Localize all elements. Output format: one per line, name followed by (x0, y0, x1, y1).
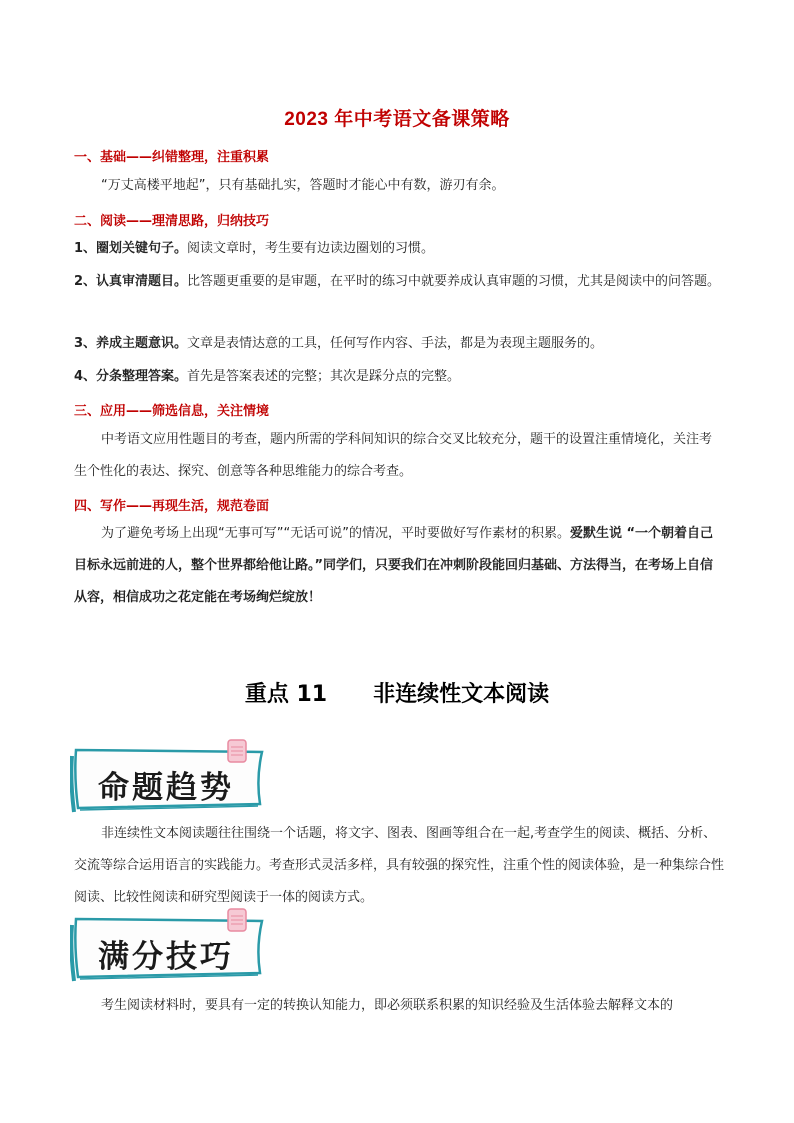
section-2-item-3 (74, 328, 724, 360)
section-2-item-4 (74, 361, 724, 393)
banner-2-text: 考生阅读材料时，要具有一定的转换认知能力，即必须联系积累的知识经验及生活体验去解释文本的 (101, 998, 674, 1013)
item-3-lead: 3、养成主题意识。 (74, 336, 188, 351)
focus-topic: 非连续性文本阅读 (373, 682, 550, 707)
paperclip-icon (228, 740, 246, 762)
item-2-text: 比答题更重要的是审题，在平时的练习中就要养成认真审题的习惯，尤其是阅读中的问答题。 (187, 274, 721, 289)
section-4-text-bold: 爱默生说 “一个朝着自己目标永远前进的人，整个世界都给他让路。”同学们，只要我们在冲刺阶段能回归基础、方法得当，在考场上自信从容，相信成功之花定能在考场绚烂绽放！ (74, 526, 714, 605)
banner-manfen-jiqiao (70, 907, 270, 985)
section-2-heading: 二、阅读——理清思路，归纳技巧 (74, 214, 270, 229)
item-3-text: 文章是表情达意的工具，任何写作内容、手法，都是为表现主题服务的。 (187, 336, 604, 351)
focus-title (0, 677, 794, 708)
section-4-text-normal: 为了避免考场上出现“无事可写”“无话可说”的情况，平时要做好写作素材的积累。 (101, 526, 570, 541)
paperclip-icon (228, 909, 246, 931)
item-1-lead: 1、圈划关键句子。 (74, 241, 188, 256)
banner-mingti-qushi (70, 738, 270, 816)
section-2-item-1 (74, 233, 724, 265)
banner-1-label: 命题趋势 (98, 770, 234, 806)
banner-1-text: 非连续性文本阅读题往往围绕一个话题，将文字、图表、图画等组合在一起,考查学生的阅读、概括、分析、交流等综合运用语言的实践能力。考查形式灵活多样，具有较强的探究性，注重个性的阅读体验，是一种集综合性阅读、比较性阅读和研究型阅读于一体的阅读方式。 (74, 826, 725, 905)
section-4-text (74, 518, 724, 614)
section-4-heading: 四、写作——再现生活，规范卷面 (74, 499, 270, 514)
focus-number: 重点 11 (244, 682, 328, 707)
item-4-text: 首先是答案表述的完整；其次是踩分点的完整。 (187, 369, 461, 384)
section-1-heading: 一、基础——纠错整理，注重积累 (74, 150, 270, 165)
section-1-text: “万丈高楼平地起”，只有基础扎实，答题时才能心中有数，游刃有余。 (101, 178, 505, 193)
item-4-lead: 4、分条整理答案。 (74, 369, 188, 384)
banner-2-label: 满分技巧 (98, 939, 234, 975)
section-3-heading: 三、应用——筛选信息，关注情境 (74, 404, 270, 419)
item-2-lead: 2、认真审清题目。 (74, 274, 188, 289)
section-3-text: 中考语文应用性题目的考查，题内所需的学科间知识的综合交叉比较充分，题干的设置注重情境化，关注考生个性化的表达、探究、创意等各种思维能力的综合考查。 (74, 432, 713, 479)
page-title: 2023 年中考语文备课策略 (284, 109, 510, 130)
item-1-text: 阅读文章时，考生要有边读边圈划的习惯。 (187, 241, 435, 256)
section-2-item-2 (74, 266, 724, 298)
